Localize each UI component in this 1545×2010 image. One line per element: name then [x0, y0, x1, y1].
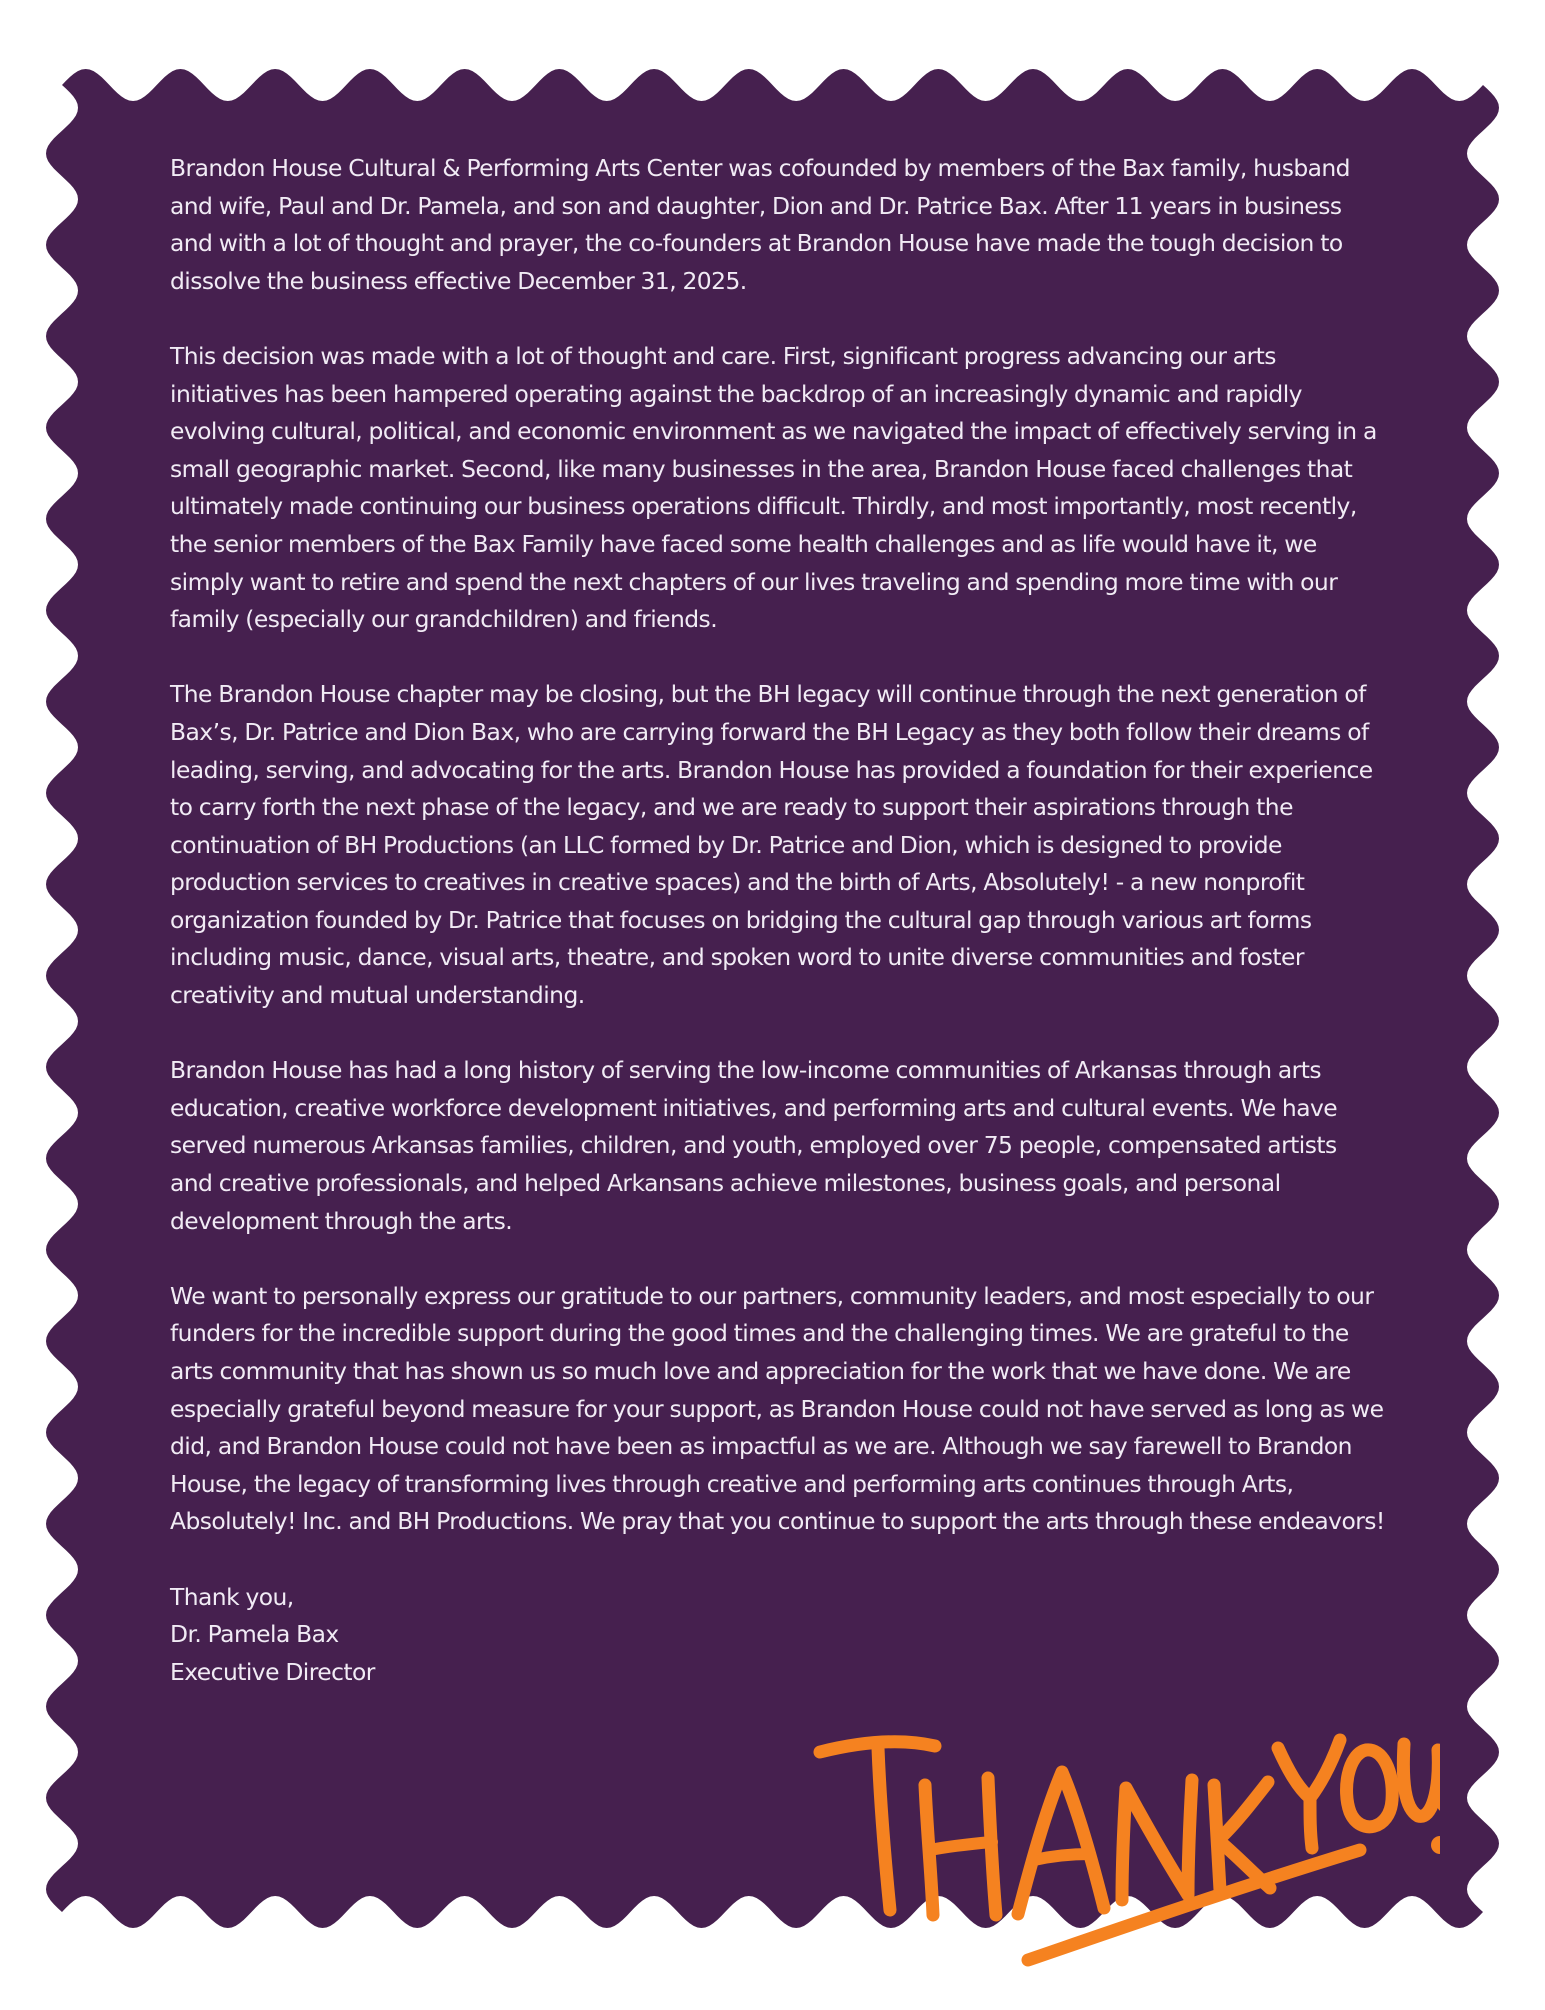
letter-o-stroke [1347, 1750, 1393, 1827]
exclamation-dot [1431, 1836, 1440, 1854]
letter-paragraph-reasons: This decision was made with a lot of thought and care. First, significant progress advancing our arts initiatives has been hampered operating against the backdrop of an increasingly dynamic and rapidly evolving cultural, political, and economic environment as we navigated the impact of effectively serving in a small geographic market. Second, like many businesses in the area, Brandon House faced challenges that ultimately made continuing our business operations difficult. Thirdly, and most importantly, most recently, the senior members of the Bax Family have faced some health challenges and as life would have it, we simply want to retire and spend the next chapters of our lives traveling and spending more time with our family (especially our grandchildren) and friends. [170, 341, 1377, 634]
letter-paragraph-history: Brandon House has had a long history of serving the low-income communities of Arkansas through arts education, creative workforce development initiatives, and performing arts and cultural events. We have served numerous Arkansas families, children, and youth, employed over 75 people, compensated artists and creative professionals, and helped Arkansans achieve milestones, business goals, and personal development through the arts. [170, 1056, 1338, 1235]
letter-t-stroke [878, 1748, 890, 1910]
letter-a-stroke [1034, 1854, 1090, 1860]
signer-title: Executive Director [170, 1657, 375, 1686]
thank-you-lettering [800, 1690, 1440, 2010]
letter-u-stroke [1403, 1744, 1438, 1816]
closing-line: Thank you, [170, 1582, 294, 1611]
letter-a-stroke [1018, 1772, 1104, 1914]
letter-y-stroke [1278, 1740, 1340, 1798]
letter-h-stroke [930, 1842, 992, 1850]
letter-n-stroke [1122, 1780, 1192, 1900]
signature-block [170, 1579, 1385, 1692]
letter-body [170, 150, 1385, 1691]
letter-paragraph-gratitude: We want to personally express our gratitude to our partners, community leaders, and most especially to our funders for the incredible support during the good times and the challenging times. We are grateful to the arts community that has shown us so much love and appreciation for the work that we have done. We are especially grateful beyond measure for your support, as Brandon House could not have served as long as we did, and Brandon House could not have been as impactful as we are. Although we say farewell to Brandon House, the legacy of transforming lives through creative and performing arts continues through Arts, Absolutely! Inc. and BH Productions. We pray that you continue to support the arts through these endeavors! [170, 1281, 1385, 1536]
signer-name: Dr. Pamela Bax [170, 1620, 339, 1649]
letter-k-stroke [1218, 1782, 1270, 1888]
letter-paragraph-intro: Brandon House Cultural & Performing Arts Center was cofounded by members of the Bax family, husband and wife, Paul and Dr. Pamela, and son and daughter, Dion and Dr. Patrice Bax. After 11 years in business and with a lot of thought and prayer, the co-founders at Brandon House have made the tough decision to dissolve the business effective December 31, 2025. [170, 154, 1350, 295]
letter-paragraph-legacy: The Brandon House chapter may be closing, but the BH legacy will continue through the next generation of Bax’s, Dr. Patrice and Dion Bax, who are carrying forward the BH Legacy as they both follow their dreams of leading, serving, and advocating for the arts. Brandon House has provided a foundation for their experience to carry forth the next phase of the legacy, and we are ready to support their aspirations through the continuation of BH Productions (an LLC formed by Dr. Patrice and Dion, which is designed to provide production services to creatives in creative spaces) and the birth of Arts, Absolutely! - a new nonprofit organization founded by Dr. Patrice that focuses on bridging the cultural gap through various art forms including music, dance, visual arts, theatre, and spoken word to unite diverse communities and foster creativity and mutual understanding. [170, 680, 1373, 1010]
letter-y-stroke [1310, 1798, 1312, 1848]
